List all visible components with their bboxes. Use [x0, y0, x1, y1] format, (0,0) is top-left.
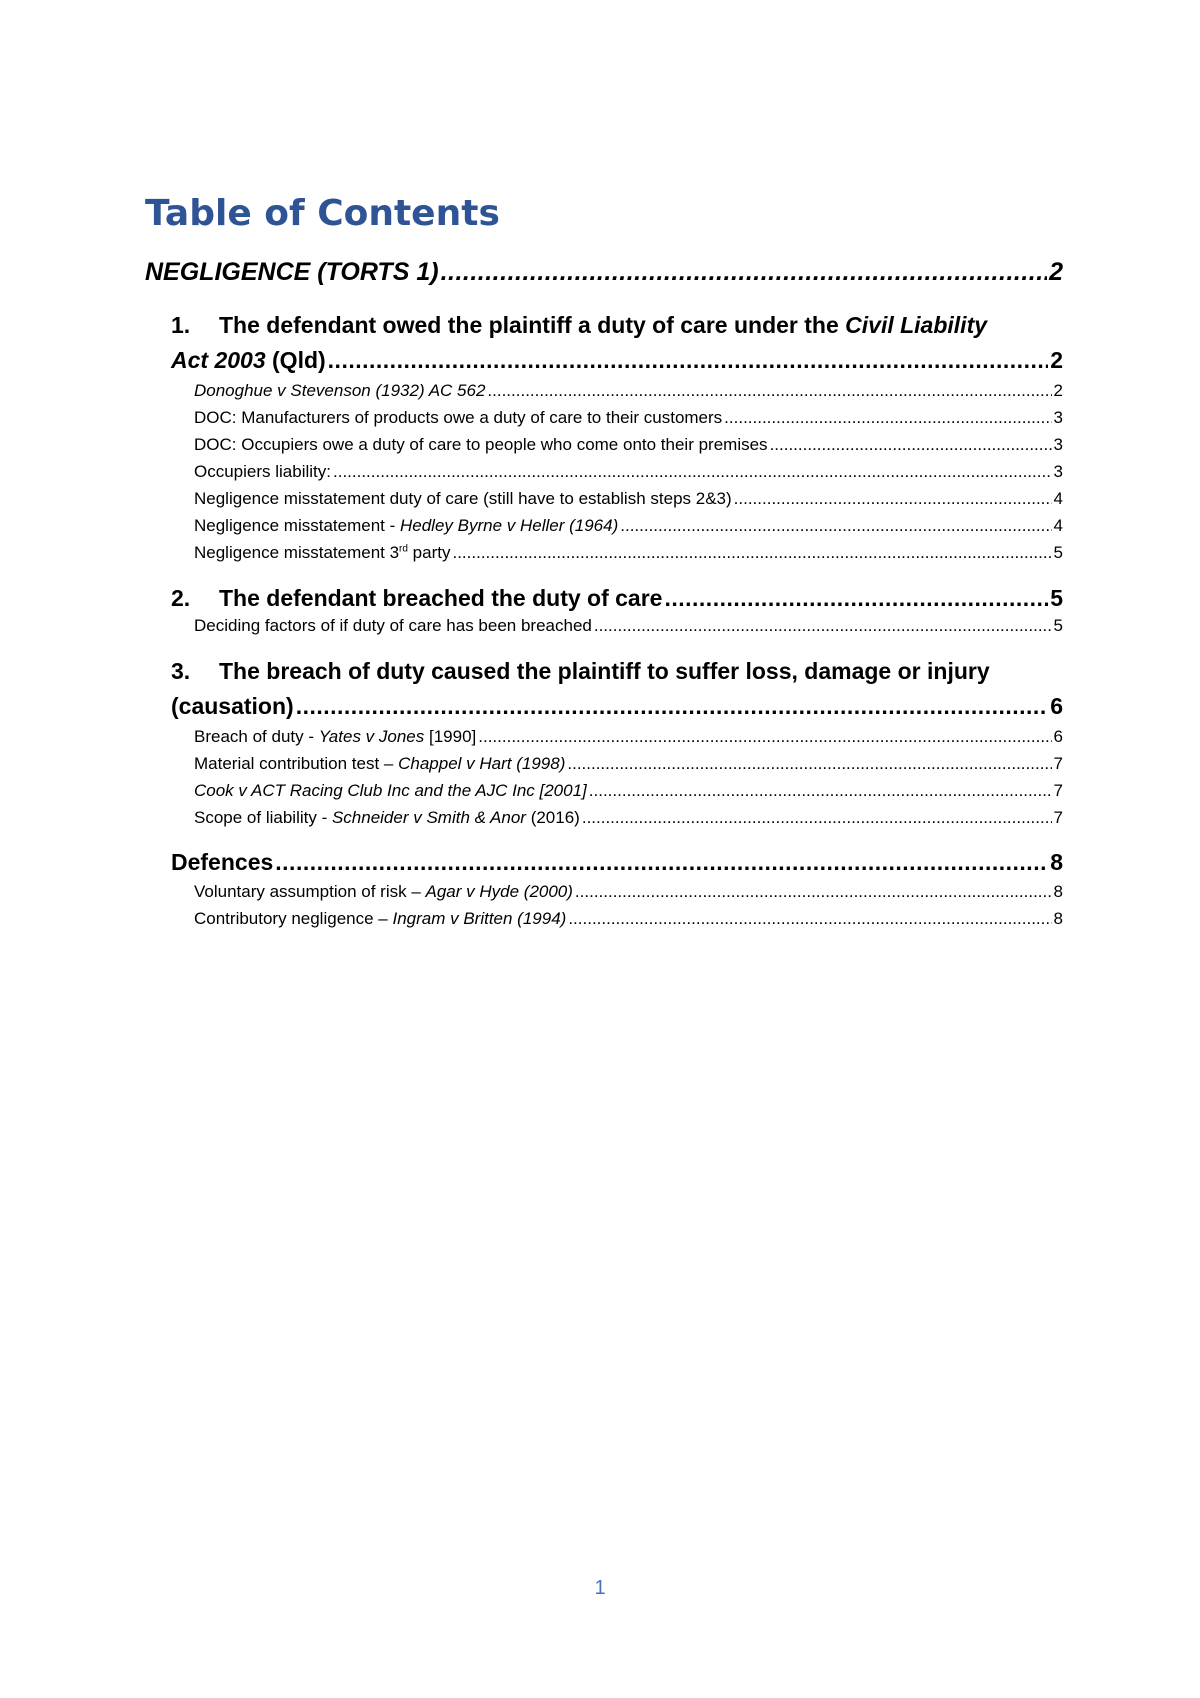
- toc-page-number: 7: [1053, 754, 1063, 773]
- toc-page-number: 6: [1053, 727, 1063, 746]
- dot-leader: [478, 727, 1051, 747]
- toc-entry-section-1-line2[interactable]: [0, 347, 1200, 374]
- toc-entry-text: The defendant breached the duty of care: [219, 585, 663, 611]
- section-number: 1.: [171, 312, 191, 338]
- dot-leader: [594, 616, 1052, 636]
- toc-page-number: 3: [1053, 408, 1063, 427]
- dot-leader: [724, 408, 1051, 428]
- toc-page-number: 3: [1053, 462, 1063, 481]
- toc-page-number: 7: [1053, 808, 1063, 827]
- toc-entry-italic-text: Civil Liability: [845, 312, 988, 338]
- toc-entry-section-3-line1[interactable]: [0, 658, 1200, 685]
- toc-entry-agar[interactable]: [0, 882, 1200, 902]
- toc-page-number: 7: [1053, 781, 1063, 800]
- toc-entry-negligence-misstatement-doc[interactable]: [0, 489, 1200, 509]
- toc-title: Table of Contents: [145, 193, 500, 234]
- toc-page-number: 8: [1053, 882, 1063, 901]
- dot-leader: [575, 882, 1052, 902]
- toc-entry-text: DOC: Occupiers owe a duty of care to people who come onto their premises: [194, 435, 768, 454]
- footer-page-number: 1: [594, 1577, 606, 1599]
- toc-entry-text: (Qld): [265, 347, 326, 373]
- toc-entry-italic-text: Schneider v Smith & Anor: [331, 808, 526, 827]
- toc-entry-text: Scope of liability -: [194, 808, 332, 827]
- toc-page-number: 6: [1050, 693, 1063, 719]
- toc-entry-text: Contributory negligence –: [194, 909, 393, 928]
- dot-leader: [296, 693, 1049, 720]
- dot-leader: [620, 516, 1051, 536]
- dot-leader: [441, 258, 1048, 287]
- toc-page-number: 8: [1053, 909, 1063, 928]
- toc-entry-section-1-line1[interactable]: [0, 312, 1200, 339]
- toc-entry-text: The breach of duty caused the plaintiff to suffer loss, damage or injury: [219, 658, 990, 684]
- toc-page-number: 8: [1050, 849, 1063, 875]
- toc-entry-donoghue[interactable]: [0, 381, 1200, 401]
- toc-entry-text: (causation): [171, 693, 294, 719]
- toc-page-number: 4: [1053, 489, 1063, 508]
- toc-entry-italic-text: Act 2003: [171, 347, 266, 373]
- toc-entry-text: Negligence misstatement duty of care (still have to establish steps 2&3): [194, 489, 732, 508]
- dot-leader: [589, 781, 1052, 801]
- toc-entry-text: Occupiers liability:: [194, 462, 331, 481]
- section-number: 2.: [171, 585, 191, 611]
- dot-leader: [582, 808, 1052, 828]
- toc-entry-text: [1990]: [424, 727, 477, 746]
- toc-entry-negligence-misstatement-3rd-party[interactable]: [0, 543, 1200, 563]
- toc-entry-section-2[interactable]: [0, 585, 1200, 612]
- dot-leader: [734, 489, 1052, 509]
- toc-page-number: 2: [1049, 258, 1063, 286]
- toc-entry-text: The defendant owed the plaintiff a duty of care under the: [219, 312, 846, 338]
- toc-page-number: 2: [1053, 381, 1063, 400]
- toc-entry-deciding-factors[interactable]: [0, 616, 1200, 636]
- toc-entry-yates[interactable]: [0, 727, 1200, 747]
- toc-entry-text: NEGLIGENCE (TORTS 1): [145, 258, 439, 286]
- dot-leader: [333, 462, 1052, 482]
- toc-entry-text: Negligence misstatement -: [194, 516, 400, 535]
- toc-entry-text: Deciding factors of if duty of care has been breached: [194, 616, 592, 635]
- toc-entry-text: Voluntary assumption of risk –: [194, 882, 426, 901]
- dot-leader: [568, 909, 1051, 929]
- toc-entry-doc-occupiers[interactable]: [0, 435, 1200, 455]
- toc-page-number: 2: [1050, 347, 1063, 373]
- dot-leader: [770, 435, 1052, 455]
- toc-entry-text: Defences: [171, 849, 274, 875]
- superscript: rd: [399, 543, 408, 555]
- toc-entry-italic-text: Hedley Byrne v Heller (1964): [399, 516, 619, 535]
- dot-leader: [275, 849, 1048, 876]
- toc-entry-doc-manufacturers[interactable]: [0, 408, 1200, 428]
- toc-entry-text: Breach of duty -: [194, 727, 319, 746]
- toc-entry-text: Material contribution test –: [194, 754, 399, 773]
- toc-entry-text: DOC: Manufacturers of products owe a duty of care to their customers: [194, 408, 723, 427]
- toc-entry-italic-text: Chappel v Hart (1998): [398, 754, 566, 773]
- toc-entry-text: Negligence misstatement 3: [194, 543, 400, 562]
- toc-page-number: 3: [1053, 435, 1063, 454]
- toc-entry-italic-text: Ingram v Britten (1994): [392, 909, 567, 928]
- toc-page-number: 5: [1050, 585, 1063, 611]
- toc-page-number: 4: [1053, 516, 1063, 535]
- dot-leader: [664, 585, 1048, 612]
- toc-page-number: 5: [1053, 616, 1063, 635]
- toc-entry-negligence-misstatement-hedley[interactable]: [0, 516, 1200, 536]
- toc-entry-italic-text: Yates v Jones: [318, 727, 425, 746]
- dot-leader: [487, 381, 1051, 401]
- toc-entry-section-3-line2[interactable]: [0, 693, 1200, 720]
- toc-entry-ingram[interactable]: [0, 909, 1200, 929]
- toc-entry-text: Cook v ACT Racing Club Inc and the AJC Inc [2001]: [194, 781, 587, 800]
- toc-entry-italic-text: Agar v Hyde (2000): [425, 882, 573, 901]
- dot-leader: [452, 543, 1051, 563]
- toc-entry-chappel[interactable]: [0, 754, 1200, 774]
- section-number: 3.: [171, 658, 191, 684]
- toc-entry-cook[interactable]: [0, 781, 1200, 801]
- toc-entry-text: party: [407, 543, 451, 562]
- toc-entry-negligence[interactable]: [0, 258, 1200, 287]
- toc-entry-occupiers-liability[interactable]: [0, 462, 1200, 482]
- toc-entry-schneider[interactable]: [0, 808, 1200, 828]
- dot-leader: [328, 347, 1049, 374]
- toc-entry-text: (2016): [525, 808, 580, 827]
- dot-leader: [567, 754, 1051, 774]
- toc-entry-text: Donoghue v Stevenson (1932) AC 562: [194, 381, 486, 400]
- toc-entry-defences[interactable]: [0, 849, 1200, 876]
- toc-page-number: 5: [1053, 543, 1063, 562]
